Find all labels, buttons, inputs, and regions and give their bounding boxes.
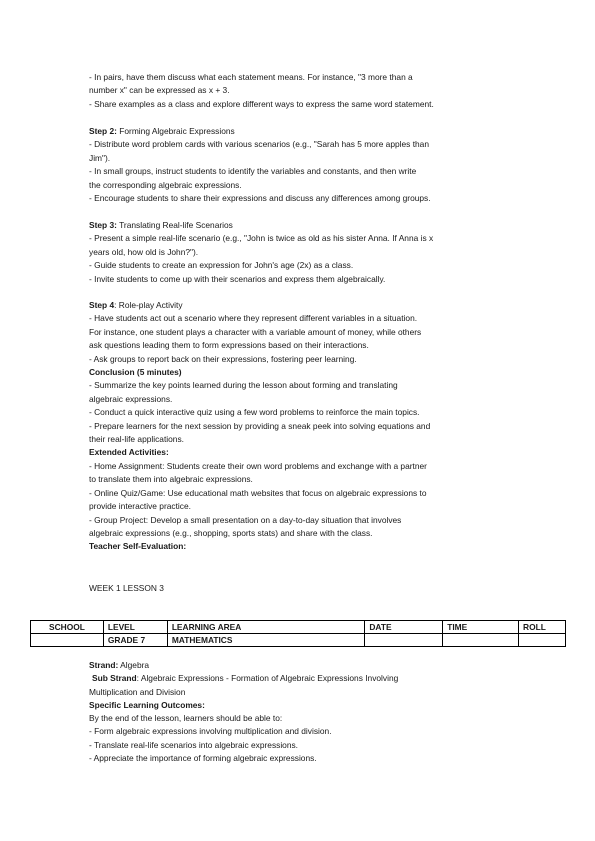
table-row (31, 634, 566, 647)
text-line: - Form algebraic expressions involving multiplication and division. (89, 726, 332, 737)
text-line: By the end of the lesson, learners should be able to: (89, 713, 283, 724)
text-line: years old, how old is John?"). (89, 246, 199, 257)
self-evaluation-heading: Teacher Self-Evaluation: (89, 541, 187, 552)
text-line: algebraic expressions (e.g., shopping, sports stats) and share with the class. (89, 527, 373, 538)
step-heading (89, 125, 509, 138)
step-title: : Role-play Activity (114, 300, 183, 310)
text-line: - In small groups, instruct students to identify the variables and constants, and then write (89, 166, 417, 177)
text-line: the corresponding algebraic expressions. (89, 179, 242, 190)
text-line: - Invite students to come up with their scenarios and express them algebraically. (89, 273, 386, 284)
extended-heading: Extended Activities: (89, 447, 169, 458)
header-school: SCHOOL (31, 621, 104, 634)
text-line: - Home Assignment: Students create their own word problems and exchange with a partner (89, 460, 427, 471)
text-line: Jim"). (89, 152, 111, 163)
step-title: Translating Real-life Scenarios (116, 220, 233, 230)
text-line: - Ask groups to report back on their expressions, fostering peer learning. (89, 353, 357, 364)
text-line: - Distribute word problem cards with various scenarios (e.g., "Sarah has 5 more apples than (89, 139, 429, 150)
cell-time (443, 634, 519, 647)
outcomes-heading: Specific Learning Outcomes: (89, 699, 205, 710)
text-line: - Have students act out a scenario where they represent different variables in a situation. (89, 313, 418, 324)
header-date: DATE (365, 621, 443, 634)
text-line: For instance, one student plays a character with a variable amount of money, while others (89, 326, 422, 337)
cell-roll (519, 634, 566, 647)
table-header-row (31, 621, 566, 634)
strand-line (89, 659, 509, 672)
step3-block (89, 219, 509, 286)
text-line: - Summarize the key points learned during the lesson about forming and translating (89, 380, 398, 391)
intro-block (89, 71, 509, 111)
strand-value: Algebra (118, 660, 150, 670)
step-heading (89, 219, 509, 232)
step-label: Step 4 (89, 300, 115, 310)
step-heading (89, 299, 509, 312)
sub-strand-line (89, 672, 509, 685)
text-line: - Encourage students to share their expressions and discuss any differences among groups. (89, 193, 431, 204)
text-line: - In pairs, have them discuss what each statement means. For instance, "3 more than a (89, 72, 413, 82)
text-line: - Share examples as a class and explore different ways to express the same word statement. (89, 98, 434, 109)
step-label: Step 2: (89, 126, 117, 136)
conclusion-heading: Conclusion (5 minutes) (89, 367, 182, 378)
week-lesson-label: WEEK 1 LESSON 3 (89, 583, 164, 593)
text-line: their real-life applications. (89, 434, 184, 445)
step2-block (89, 125, 509, 205)
text-line: - Group Project: Develop a small presentation on a day-to-day situation that involves (89, 514, 402, 525)
step4-block (89, 299, 509, 554)
cell-level: GRADE 7 (103, 634, 167, 647)
lesson-info-table (30, 620, 566, 647)
sub-strand-label: Sub Strand (92, 673, 137, 684)
step-label: Step 3: (89, 220, 117, 230)
text-line: number x" can be expressed as x + 3. (89, 85, 230, 96)
header-time: TIME (443, 621, 519, 634)
strand-label: Strand: (89, 660, 119, 670)
text-line: - Appreciate the importance of forming algebraic expressions. (89, 753, 317, 764)
lesson-details-block (89, 659, 509, 765)
text-line: to translate them into algebraic expressions. (89, 474, 253, 485)
header-level: LEVEL (103, 621, 167, 634)
text-line: - Online Quiz/Game: Use educational math websites that focus on algebraic expressions to (89, 487, 427, 498)
text-line: - Prepare learners for the next session by providing a sneak peek into solving equations and (89, 420, 431, 431)
cell-learning-area: MATHEMATICS (167, 634, 365, 647)
cell-date (365, 634, 443, 647)
text-line: provide interactive practice. (89, 501, 191, 512)
text-line: - Conduct a quick interactive quiz using a few word problems to reinforce the main topics. (89, 407, 420, 418)
sub-strand-value: : Algebraic Expressions - Formation of Algebraic Expressions Involving (136, 673, 399, 684)
text-line: algebraic expressions. (89, 393, 173, 404)
text-line: - Guide students to create an expression for John's age (2x) as a class. (89, 260, 354, 271)
header-roll: ROLL (519, 621, 566, 634)
header-learning-area: LEARNING AREA (167, 621, 365, 634)
text-line: ask questions leading them to form expressions based on their interactions. (89, 340, 369, 351)
step-title: Forming Algebraic Expressions (116, 126, 235, 136)
cell-school (31, 634, 104, 647)
text-line: - Present a simple real-life scenario (e.g., "John is twice as old as his sister Anna. If Anna is x (89, 233, 434, 244)
sub-strand-continued: Multiplication and Division (89, 686, 186, 697)
text-line: - Translate real-life scenarios into algebraic expressions. (89, 739, 299, 750)
